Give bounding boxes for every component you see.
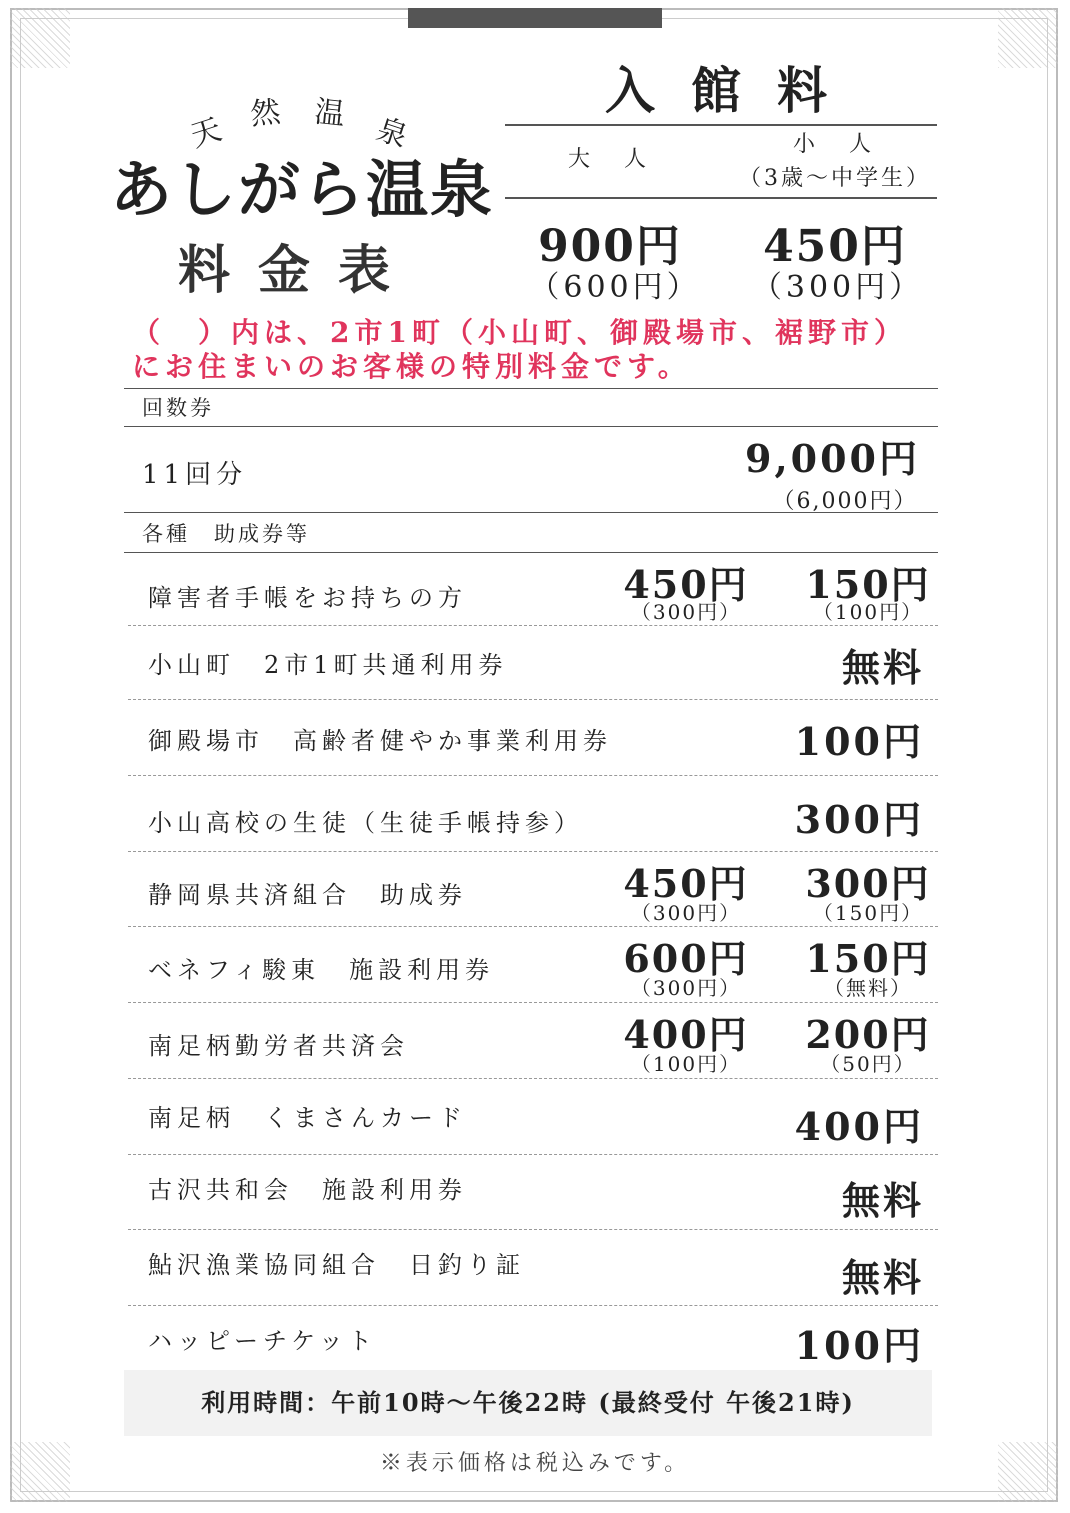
logo-name: あしがら温泉 bbox=[110, 153, 495, 226]
row-price: 無料 bbox=[841, 645, 924, 690]
table-row bbox=[128, 1305, 938, 1369]
entrance-fee-title: 入館料 bbox=[605, 61, 863, 120]
row-label: 障害者手帳をお持ちの方 bbox=[148, 584, 467, 612]
adult-resident-price: （300円） bbox=[630, 901, 742, 925]
business-hours: 利用時間：午前10時〜午後22時 (最終受付 午後21時) bbox=[124, 1370, 932, 1436]
top-bar bbox=[408, 8, 662, 28]
child-age-label: （3歳〜中学生） bbox=[739, 166, 931, 191]
adult-price: 450円 bbox=[623, 861, 749, 906]
child-price: 450円 bbox=[763, 221, 907, 272]
row-label: 古沢共和会 施設利用券 bbox=[148, 1176, 467, 1204]
child-price: 200円 bbox=[805, 1012, 931, 1057]
logo-subtitle-char: 温 bbox=[312, 94, 347, 133]
table-row bbox=[128, 1229, 938, 1306]
table-row bbox=[128, 851, 938, 927]
child-resident-price: （150円） bbox=[812, 901, 924, 925]
resident-notice-line1: （ ）内は、2市1町（小山町、御殿場市、裾野市） bbox=[132, 316, 907, 349]
child-resident-price: （300円） bbox=[751, 270, 924, 305]
coupon-resident-price: （6,000円） bbox=[772, 489, 918, 514]
divider bbox=[124, 512, 938, 513]
resident-notice bbox=[132, 316, 907, 384]
row-label: 鮎沢漁業協同組合 日釣り証 bbox=[148, 1251, 525, 1279]
adult-label: 大 人 bbox=[567, 147, 652, 172]
adult-price: 900円 bbox=[538, 221, 682, 272]
table-row bbox=[128, 552, 938, 626]
row-price: 100円 bbox=[794, 719, 924, 764]
divider bbox=[505, 197, 937, 199]
table-row bbox=[128, 699, 938, 776]
coupon-item-label: 11回分 bbox=[142, 460, 248, 490]
child-resident-price: （50円） bbox=[820, 1052, 916, 1076]
child-resident-price: （100円） bbox=[812, 600, 924, 624]
divider bbox=[124, 426, 938, 427]
price-table-title: 料金表 bbox=[178, 240, 419, 301]
adult-resident-price: （100円） bbox=[630, 1052, 742, 1076]
table-row bbox=[128, 625, 938, 700]
row-label: 小山高校の生徒（生徒手帳持参） bbox=[148, 809, 583, 837]
child-resident-price: （無料） bbox=[824, 976, 912, 1000]
adult-price: 400円 bbox=[623, 1012, 749, 1057]
row-label: ハッピーチケット bbox=[148, 1327, 377, 1355]
table-row bbox=[128, 1002, 938, 1079]
row-label: 静岡県共済組合 助成券 bbox=[148, 881, 467, 909]
child-price: 150円 bbox=[805, 562, 931, 607]
adult-resident-price: （300円） bbox=[630, 976, 742, 1000]
divider bbox=[505, 124, 937, 126]
table-row bbox=[128, 1078, 938, 1155]
row-label: 南足柄 くまさんカード bbox=[148, 1104, 467, 1132]
divider bbox=[124, 388, 938, 389]
child-price: 300円 bbox=[805, 861, 931, 906]
row-price: 100円 bbox=[794, 1323, 924, 1368]
coupon-section-label: 回数券 bbox=[142, 396, 214, 420]
row-price: 無料 bbox=[841, 1178, 924, 1223]
coupon-price: 9,000円 bbox=[745, 436, 920, 481]
logo-block bbox=[110, 78, 495, 301]
subsidy-section-label: 各種 助成券等 bbox=[142, 522, 310, 546]
row-price: 400円 bbox=[794, 1104, 924, 1149]
adult-resident-price: （300円） bbox=[630, 600, 742, 624]
entrance-fee-block bbox=[505, 58, 937, 124]
row-price: 300円 bbox=[794, 797, 924, 842]
adult-resident-price: （600円） bbox=[529, 270, 701, 305]
child-price: 150円 bbox=[805, 936, 931, 981]
row-label: 御殿場市 高齢者健やか事業利用券 bbox=[148, 727, 612, 755]
row-label: 南足柄勤労者共済会 bbox=[148, 1032, 409, 1060]
logo-subtitle-char: 然 bbox=[248, 94, 283, 133]
row-label: ベネフィ駿東 施設利用券 bbox=[148, 956, 495, 984]
logo-subtitle-char: 泉 bbox=[372, 112, 412, 155]
row-label: 小山町 2市1町共通利用券 bbox=[148, 651, 508, 679]
row-price: 無料 bbox=[841, 1255, 924, 1300]
table-row bbox=[128, 775, 938, 852]
logo-subtitle-char: 天 bbox=[186, 112, 226, 155]
corner-pattern bbox=[998, 8, 1058, 68]
adult-price: 450円 bbox=[623, 562, 749, 607]
logo-subtitle bbox=[186, 78, 430, 155]
adult-price: 600円 bbox=[623, 936, 749, 981]
resident-notice-line2: にお住まいのお客様の特別料金です。 bbox=[132, 350, 691, 383]
table-row bbox=[128, 1154, 938, 1230]
tax-note: ※表示価格は税込みです。 bbox=[379, 1451, 691, 1476]
corner-pattern bbox=[10, 8, 70, 68]
child-label: 小 人 bbox=[792, 132, 877, 157]
table-row bbox=[128, 926, 938, 1003]
